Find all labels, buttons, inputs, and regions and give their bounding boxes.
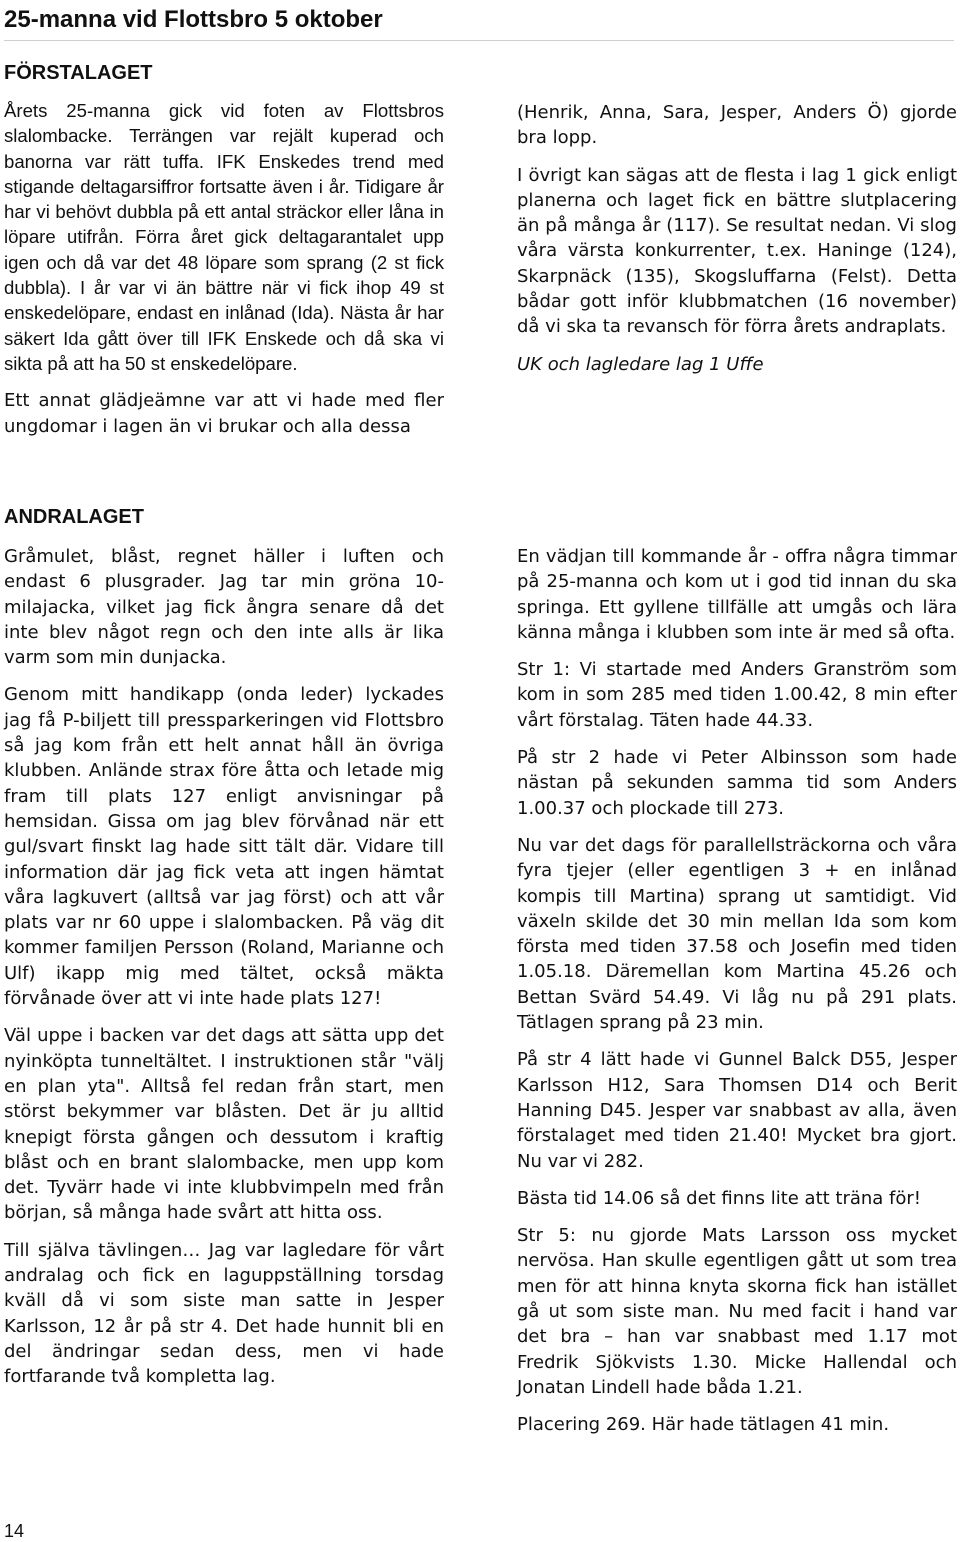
paragraph: Årets 25-manna gick vid foten av Flottsbros slalombacke. Terrängen var rejält kuperad och banorna var rätt tuffa. IFK Enskedes trend med stigande deltagarsiffror fortsatte även i år. Tidigare år har vi behövt dubbla på ett antal sträckor eller låna in löpare utifrån. Förra året gick deltagarantalet upp igen och då var det 48 löpare som sprang (2 st fick dubbla). I år var vi än bättre när vi fick ihop 49 st enskedelöpare, endast en inlånad (Ida). Nästa år har säkert Ida gått över till IFK Enskede och då ska vi sikta på att ha 50 st enskedelöpare. <box>4 100 444 374</box>
paragraph: Genom mitt handikapp (onda leder) lyckades jag få P-biljett till pressparkeringen vid Flottsbro så jag kom från ett helt annat håll än övriga klubben. Anlände strax före åtta och letade mig fram till plats 127 enligt anvisningar på hemsidan. Gissa om jag blev förvånad när ett gul/svart finskt lag hade sitt tält där. Vidare till information där jag fick veta att ingen hämtat våra lagkuvert (alltså var jag först) och att vår plats var nr 60 uppe i slalombacken. På väg dit kommer familjen Persson (Roland, Marianne och Ulf) ikapp mig med tältet, också mäktа förvånade över att vi inte hade plats 127! <box>4 684 444 1010</box>
paragraph: Bästa tid 14.06 så det finns lite att träna för! <box>517 1187 922 1209</box>
forstalaget-right-column <box>517 100 957 389</box>
page-number: 14 <box>4 1521 25 1541</box>
andralaget-left-column <box>4 544 444 1402</box>
paragraph: Väl uppe i backen var det dags att sätta upp det nyinköpta tunneltältet. I instruktionen står "välj en plan yta". Alltså fel redan från start, men störst bekymmer var blåsten. Det är ju alltid knepigt första gången och dessutom i kraftig blåst och en brant slalombacke, men upp kom det. Tyvärr hade vi inte klubbvimpeln med från början, så många hade svårt att hitta oss. <box>4 1025 444 1224</box>
section-heading-forstalaget: FÖRSTALAGET <box>4 62 153 84</box>
page-title: 25-manna vid Flottsbro 5 oktober <box>4 6 954 41</box>
forstalaget-left-column <box>4 98 444 451</box>
paragraph: Gråmulet, blåst, regnet häller i luften och endast 6 plusgrader. Jag tar min gröna 10-milajacka, vilket jag fick ångra senare då det inte blev något regn och den inte alls är lika varm som min dunjacka. <box>4 546 444 669</box>
paragraph: Nu var det dags för parallellsträckorna och våra fyra tjejer (eller egentligen 3 + en inlånad kompis till Martina) sprang ut samtidigt. Vid växeln skilde det 30 min mellan Ida som kom första med tiden 37.58 och Josefin med tiden 1.05.18. Däremellan kom Martina 45.26 och Bettan Svärd 54.49. Vi låg nu på 291 plats. Tätlagen sprang på 23 min. <box>517 834 957 1034</box>
signature: UK och lagledare lag 1 Uffe <box>517 353 764 375</box>
paragraph: Str 1: Vi startade med Anders Granström som kom in som 285 med tiden 1.00.42, 8 min efter vårt förstalag. Täten hade 44.33. <box>517 659 957 731</box>
paragraph: På str 2 hade vi Peter Albinsson som hade nästan på sekunden samma tid som Anders 1.00.37 och plockade till 273. <box>517 747 957 819</box>
paragraph: Till själva tävlingen… Jag var lagledare för vårt andralag och fick en laguppställning torsdag kväll då vi som siste man satte in Jesper Karlsson, 12 år på str 4. Det hade hunnit bli en del ändringar sedan dess, men vi hade fortfarande två kompletta lag. <box>4 1239 444 1388</box>
paragraph: Placering 269. Här hade tätlagen 41 min. <box>517 1414 890 1436</box>
paragraph: I övrigt kan sägas att de flesta i lag 1 gick enligt planerna och laget fick en bättre slutplacering än på många år (117). Se resultat nedan. Vi slog våra värsta konkurrenter, t.ex. Haninge (124), Skarpnäck (135), Skogsluffarna (Felst). Detta bådar gott inför klubbmatchen (16 november) då vi ska ta revansch för förra årets andraplats. <box>517 164 957 338</box>
paragraph: Str 5: nu gjorde Mats Larsson oss mycket nervösa. Han skulle egentligen gått ut som trea men för att hinna knyta skorna fick han istället gå ut som siste man. Nu med facit i hand var det bra – han var snabbast med 1.17 mot Fredrik Sjökvists 1.30. Micke Hallendal och Jonatan Lindell hade båda 1.21. <box>517 1225 957 1398</box>
section-heading-andralaget: ANDRALAGET <box>4 506 144 528</box>
paragraph: En vädjan till kommande år - offra några timmar på 25-manna och kom ut i god tid innan du ska springa. Ett gyllene tillfälle att umgås och lära känna många i klubben som inte är med så ofta. <box>517 546 957 643</box>
andralaget-right-column <box>517 544 957 1450</box>
paragraph: (Henrik, Anna, Sara, Jesper, Anders Ö) gjorde bra lopp. <box>517 102 957 149</box>
paragraph: Ett annat glädjeämne var att vi hade med fler ungdomar i lagen än vi brukar och alla dessa <box>4 390 444 437</box>
paragraph: På str 4 lätt hade vi Gunnel Balck D55, Jesper Karlsson H12, Sara Thomsen D14 och Berit Hanning D45. Jesper var snabbast av alla, även förstalaget med tiden 21.40! Mycket bra gjort. Nu var vi 282. <box>517 1049 957 1172</box>
